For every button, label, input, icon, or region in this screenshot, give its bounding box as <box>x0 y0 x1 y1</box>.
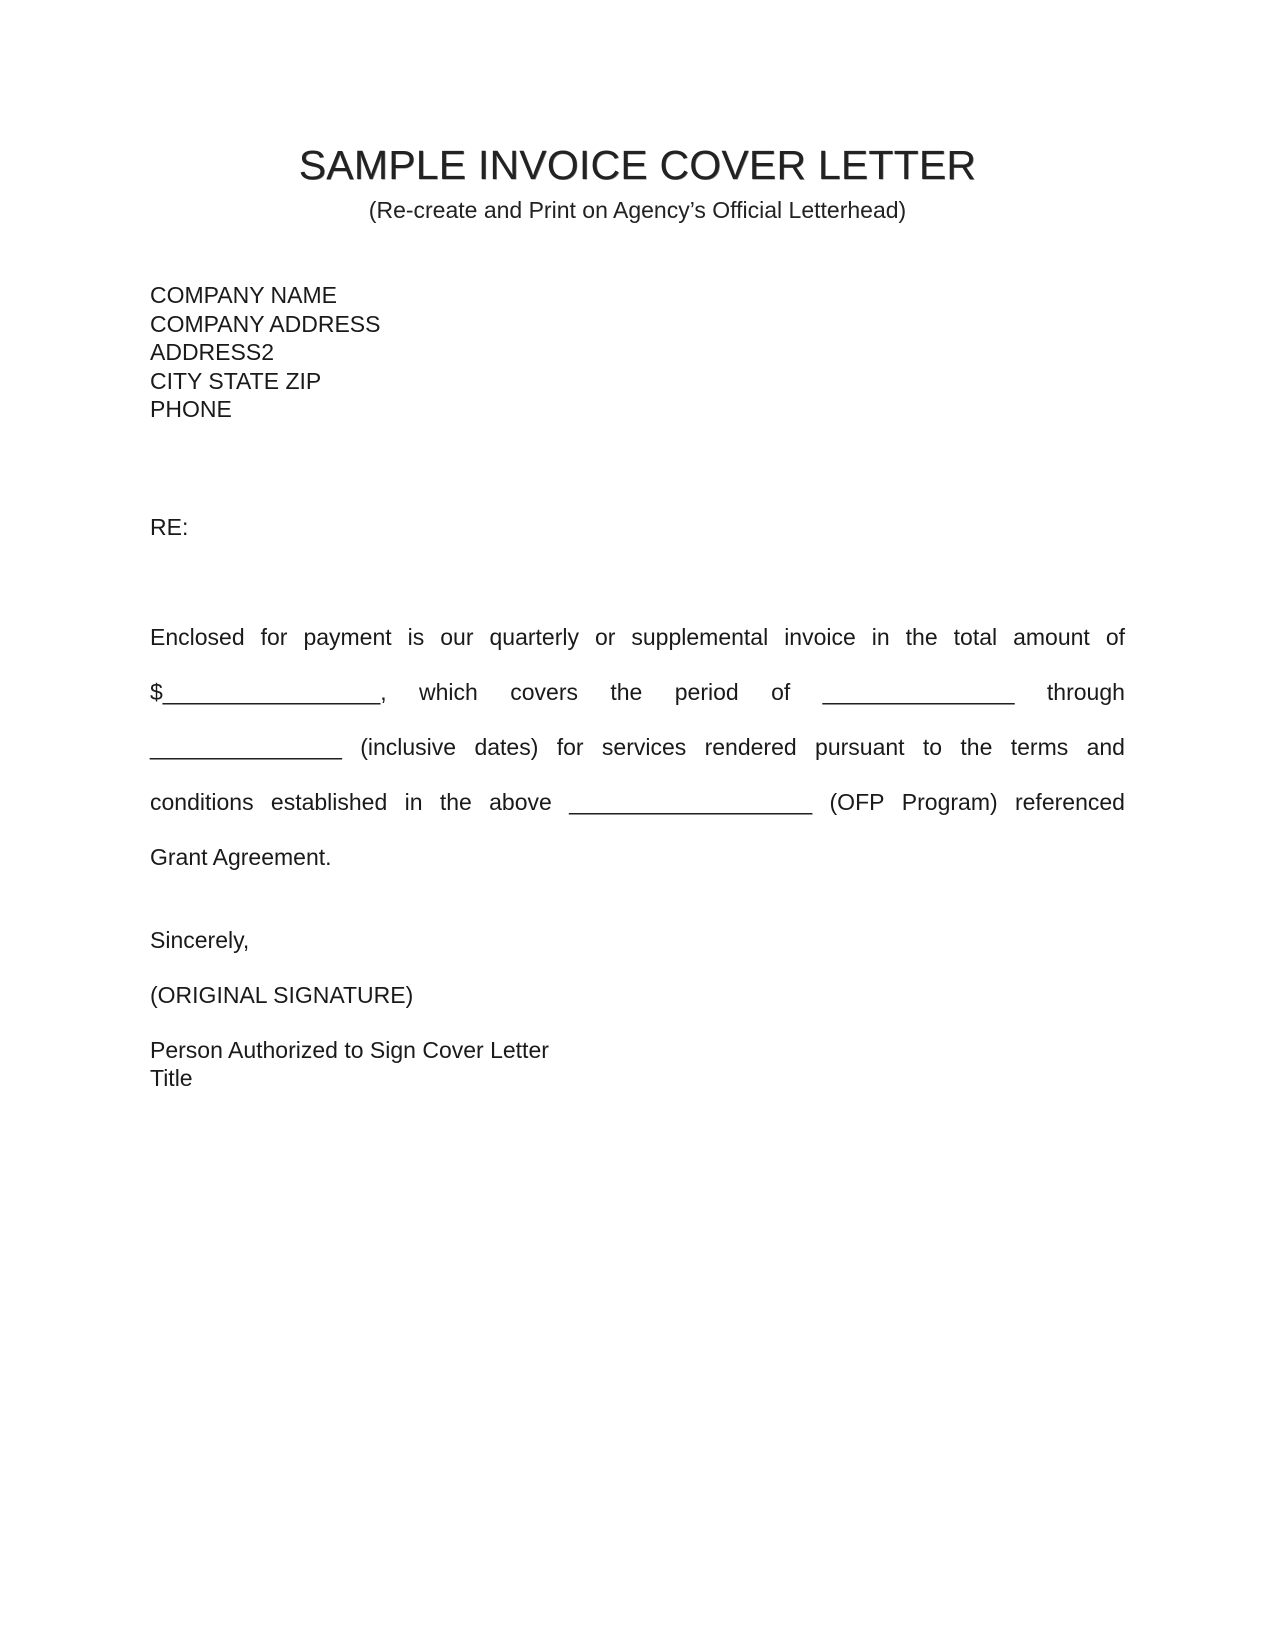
company-name: COMPANY NAME <box>150 282 338 308</box>
body-word: _______________ <box>822 679 1015 705</box>
body-word: to <box>922 734 943 760</box>
body-word: amount <box>1013 624 1090 650</box>
body-word: ___________________ <box>569 789 813 815</box>
body-word: dates) <box>474 734 539 760</box>
body-word: the <box>905 624 938 650</box>
body-word: the <box>960 734 993 760</box>
body-word: _______________ <box>150 734 342 760</box>
closing-salutation: Sincerely, <box>150 927 250 953</box>
body-word: our <box>440 624 474 650</box>
body-word: and <box>1086 734 1125 760</box>
body-word: or <box>594 624 616 650</box>
body-word: covers <box>510 679 578 705</box>
document-title: SAMPLE INVOICE COVER LETTER <box>298 142 977 188</box>
body-word: terms <box>1010 734 1069 760</box>
body-line-4 <box>150 787 1125 817</box>
body-word: rendered <box>704 734 797 760</box>
body-line-5: Grant Agreement. <box>150 844 332 870</box>
body-word: conditions <box>150 789 254 815</box>
body-word: services <box>601 734 687 760</box>
body-word: supplemental <box>631 624 769 650</box>
body-word: (OFP <box>829 789 885 815</box>
company-address: COMPANY ADDRESS <box>150 310 381 337</box>
body-word: (inclusive <box>360 734 457 760</box>
signer-name: Person Authorized to Sign Cover Letter <box>150 1037 549 1063</box>
body-line-3 <box>150 732 1125 762</box>
document-subtitle: (Re-create and Print on Agency’s Official Letterhead) <box>368 197 907 223</box>
body-word: pursuant <box>815 734 905 760</box>
body-line-1 <box>150 622 1125 652</box>
body-word: which <box>419 679 478 705</box>
city-state-zip: CITY STATE ZIP <box>150 367 322 394</box>
phone: PHONE <box>150 396 232 422</box>
body-word: payment <box>303 624 392 650</box>
body-word: for <box>556 734 584 760</box>
company-address-block <box>150 281 380 424</box>
body-word: Enclosed <box>150 624 245 650</box>
body-word: in <box>404 789 423 815</box>
body-word: invoice <box>784 624 856 650</box>
body-word: is <box>407 624 425 650</box>
body-word: period <box>674 679 739 705</box>
body-word: of <box>1105 624 1125 650</box>
body-word: total <box>953 624 998 650</box>
address-line-2: ADDRESS2 <box>150 339 274 365</box>
body-word: $_________________, <box>150 679 387 705</box>
body-word: the <box>610 679 643 705</box>
body-word: the <box>439 789 472 815</box>
body-word: in <box>871 624 890 650</box>
body-word: Program) <box>901 789 998 815</box>
body-word: of <box>771 679 791 705</box>
body-word: for <box>260 624 288 650</box>
body-word: referenced <box>1014 789 1125 815</box>
signer-title: Title <box>150 1065 193 1091</box>
body-word: quarterly <box>489 624 579 650</box>
body-word: through <box>1046 679 1125 705</box>
body-word: above <box>489 789 552 815</box>
body-line-2 <box>150 677 1125 707</box>
re-label: RE: <box>150 514 189 540</box>
signature-placeholder: (ORIGINAL SIGNATURE) <box>150 982 414 1008</box>
body-word: established <box>270 789 388 815</box>
